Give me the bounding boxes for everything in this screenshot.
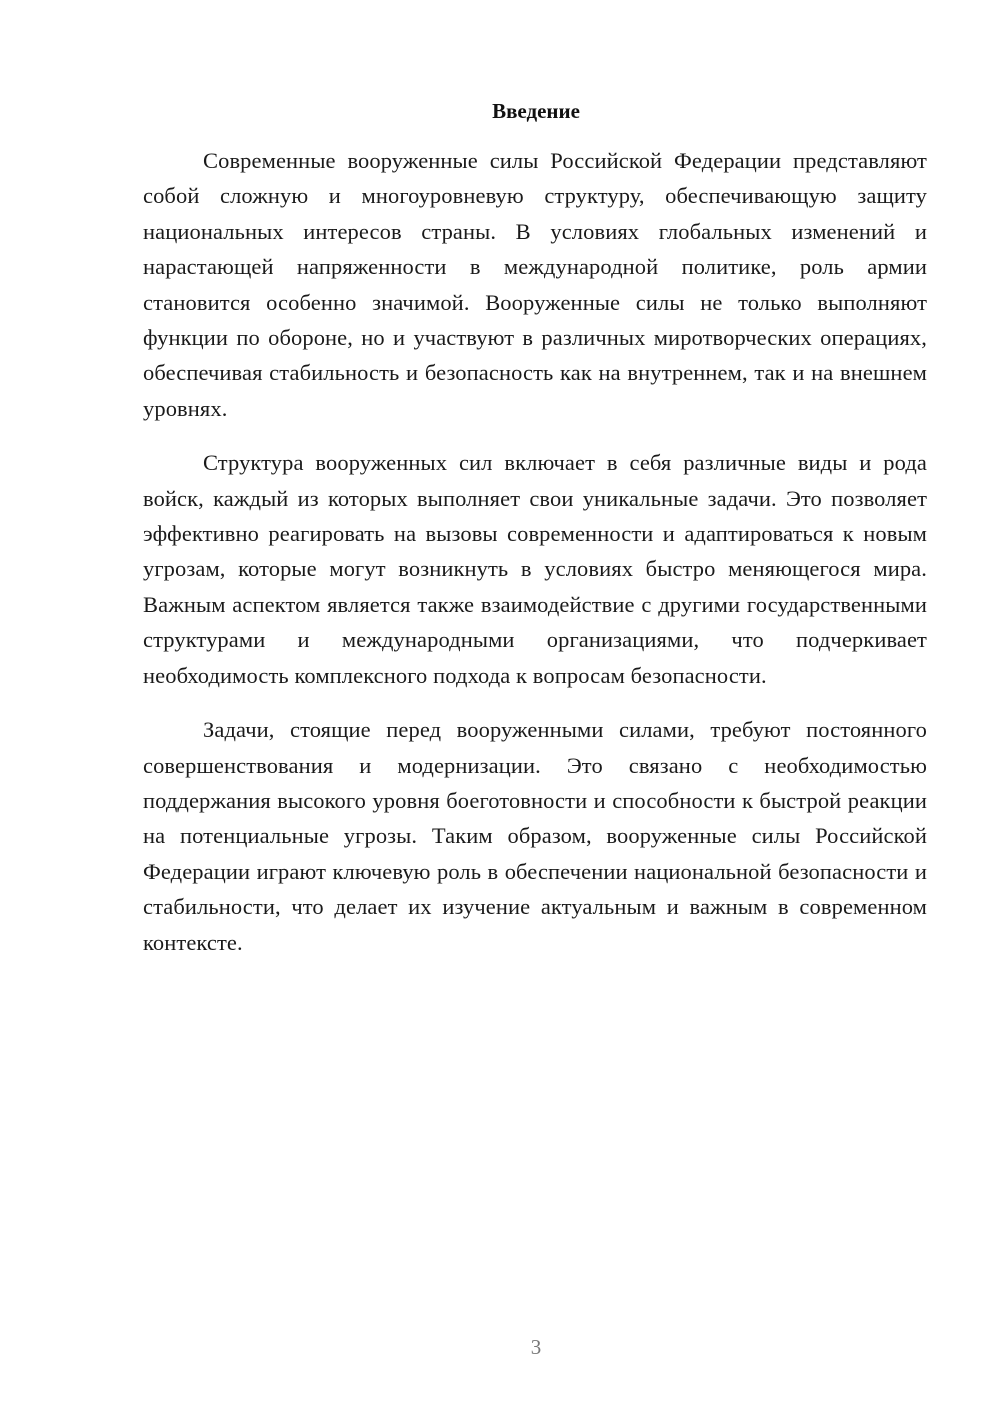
paragraph: Современные вооруженные силы Российской Федерации представляют собой сложную и многоуровневую структуру, обеспечивающую защиту национальных интересов страны. В условиях глобальных изменений и нарастающей напряженности в международной политике, роль армии становится особенно значимой. Вооруженные силы не только выполняют функции по обороне, но и участвуют в различных миротворческих операциях, обеспечивая стабильность и безопасность как на внутреннем, так и на внешнем уровнях.	[143, 148, 927, 421]
page-number: 3	[530, 1335, 542, 1359]
body-text	[143, 143, 927, 979]
paragraph: Структура вооруженных сил включает в себя различные виды и рода войск, каждый из которых выполняет свои уникальные задачи. Это позволяет эффективно реагировать на вызовы современности и адаптироваться к новым угрозам, которые могут возникнуть в условиях быстро меняющегося мира. Важным аспектом является также взаимодействие с другими государственными структурами и международными организациями, что подчеркивает необходимость комплексного подхода к вопросам безопасности.	[143, 450, 927, 688]
paragraph: Задачи, стоящие перед вооруженными силами, требуют постоянного совершенствования и модернизации. Это связано с необходимостью поддержания высокого уровня боеготовности и способности к быстрой реакции на потенциальные угрозы. Таким образом, вооруженные силы Российской Федерации играют ключевую роль в обеспечении национальной безопасности и стабильности, что делает их изучение актуальным и важным в современном контексте.	[143, 717, 927, 955]
section-title: Введение	[492, 99, 580, 123]
